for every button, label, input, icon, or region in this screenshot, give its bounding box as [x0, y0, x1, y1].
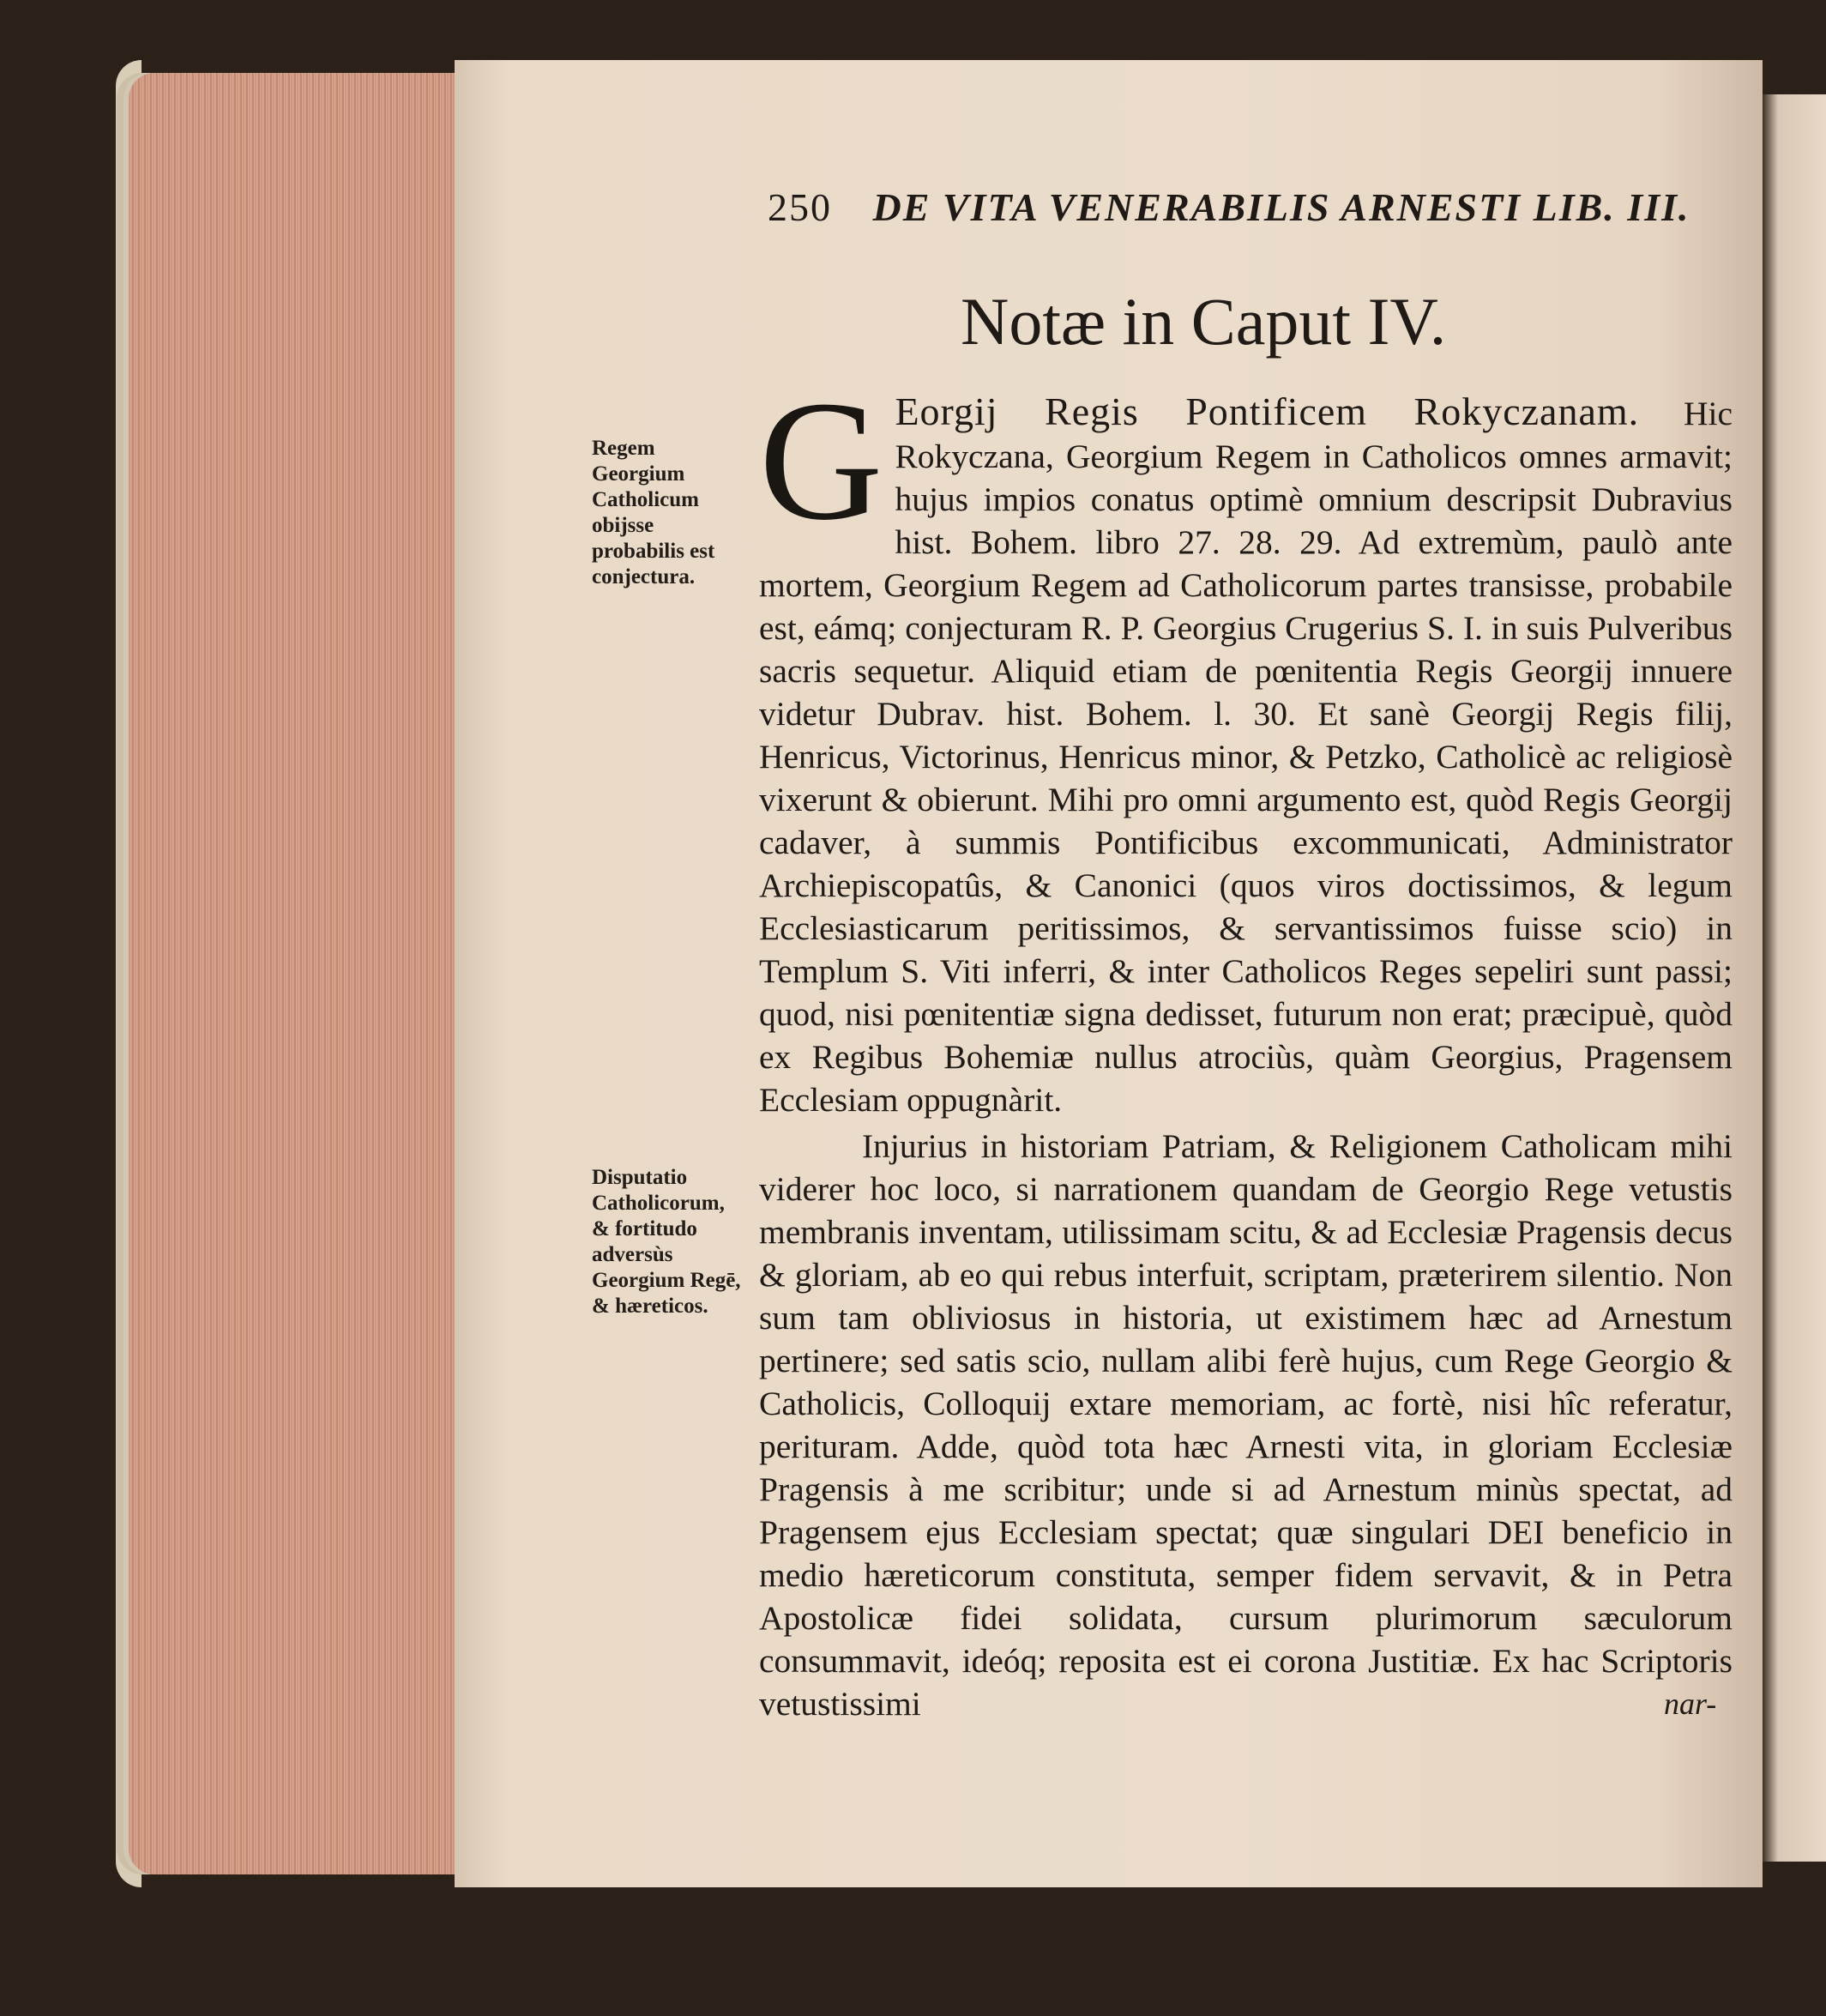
- chapter-title: Notæ in Caput IV.: [961, 284, 1447, 359]
- paragraph-2: Injurius in historiam Patriam, & Religionem Catholicam mihi viderer hoc loco, si narrationem quandam de Georgio Rege vetustis membranis inventam, utilissimam scitu, & ad Ecclesiæ Pragensis decus & gloriam, ab eo qui rebus interfuit, scriptam, præterirem silentio. Non sum tam obliviosus in historia, ut existimem hæc ad Arnestum pertinere; sed satis scio, nullam alibi ferè hujus, cum Rege Georgio & Catholicis, Colloquij extare memoriam, ac fortè, nisi hîc referatur, perituram. Adde, quòd tota hæc Arnesti vita, in gloriam Ecclesiæ Pragensis à me scribitur; unde si ad Arnestum minùs spectat, ad Pragensem ejus Ecclesiam spectat; quæ singulari DEI beneficio in medio hæreticorum constituta, semper fidem servavit, & in Petra Apostolicæ fidei solidata, cursum plurimorum sæculorum consummavit, ideóq; reposita est ei corona Justitiæ. Ex hac Scriptoris vetustissimi: [759, 1127, 1733, 1723]
- paragraph-1: [759, 366, 1733, 1121]
- running-header: [768, 184, 1737, 230]
- page-number: 250: [768, 185, 832, 229]
- paragraph-1-text: Hic Rokyczana, Georgium Regem in Catholicos omnes armavit; hujus impios conatus optimè omnium descripsit Dubravius hist. Bohem. libro 27. 28. 29. Ad extremùm, paulò ante mortem, Georgium Regem ad Catholicorum partes transisse, probabile est, eámq; conjecturam R. P. Georgius Crugerius S. I. in suis Pulveribus sacris sequetur. Aliquid etiam de pœnitentia Regis Georgij innuere videtur Dubrav. hist. Bohem. l. 30. Et sanè Georgij Regis filij, Henricus, Victorinus, Henricus minor, & Petzko, Catholicè ac religiosè vixerunt & obierunt. Mihi pro omni argumento est, quòd Regis Georgij cadaver, à summis Pontificibus excommunicati, Administrator Archiepiscopatûs, & Canonici (quos viros doctissimos, & legum Ecclesiasticarum peritissimos, & servantissimos fuisse scio) in Templum S. Viti inferri, & inter Catholicos Reges sepeliri sunt passi; quod, nisi pœnitentiæ signa dedisset, futurum non erat; præcipuè, quòd ex Regibus Bohemiæ nullus atrociùs, quàm Georgius, Pragensem Ecclesiam oppugnàrit.: [759, 395, 1733, 1119]
- body-text: [759, 366, 1733, 1725]
- lead-line: Eorgij Regis Pontificem Rokyczanam.: [895, 389, 1640, 433]
- facing-page-edge: [1763, 94, 1826, 1862]
- drop-cap: G: [759, 366, 883, 556]
- margin-note-1: Regem Georgium Catholicum obijsse probabilis est conjectura.: [592, 437, 715, 589]
- margin-note-2: Disputatio Catholicorum, & fortitudo adversùs Georgium Regē, & hæreticos.: [592, 1166, 741, 1318]
- page-stack-edge: [129, 73, 455, 1874]
- catchword: nar-: [1664, 1687, 1717, 1721]
- running-title: DE VITA VENERABILIS ARNESTI LIB. III.: [872, 185, 1690, 229]
